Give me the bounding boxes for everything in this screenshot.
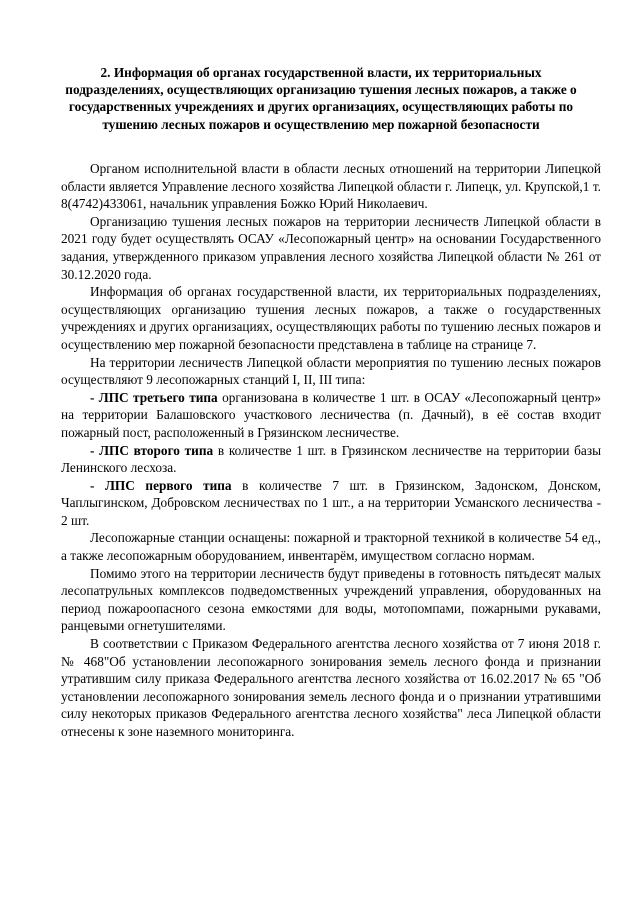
- paragraph-lps-type3: [61, 389, 601, 442]
- paragraph-patrol-complexes: Помимо этого на территории лесничеств будут приведены в готовность пятьдесят малых лесопатрульных комплексов подведомственных учреждений управления, оборудованных на период пожароопасного сезона емкостями для воды, мотопомпами, пожарными рукавами, ранцевыми огнетушителями.: [61, 565, 601, 634]
- paragraph-organization: Организацию тушения лесных пожаров на территории лесничеств Липецкой области в 2021 году будет осуществлять ОСАУ «Лесопожарный центр» на основании Государственного задания, утвержденного приказом управления лесного хозяйства Липецкой области № 261 от 30.12.2020 года.: [61, 213, 601, 282]
- lps-type2-text: в количестве 1 шт. в Грязинском лесничестве на территории базы Ленинского лесхоза.: [61, 442, 602, 476]
- lps-type1-text: в количестве 7 шт. в Грязинском, Задонском, Донском, Чаплыгинском, Добровском лесничествах по 1 шт., а на территории Усманского лесничества - 2 шт.: [61, 477, 602, 528]
- lps-type2-label: - ЛПС второго типа: [90, 442, 214, 458]
- lps-type1-label: - ЛПС первого типа: [90, 477, 232, 493]
- paragraph-stations-count: На территории лесничеств Липецкой области мероприятия по тушению лесных пожаров осуществляют 9 лесопожарных станций I, II, III типа:: [61, 354, 601, 388]
- lps-type3-text: организована в количестве 1 шт. в ОСАУ «Лесопожарный центр» на территории Балашовского участкового лесничества (п. Дачный), в её состав входит пожарный пост, расположенный в Грязинском лесничестве.: [61, 389, 601, 440]
- paragraph-info-reference: Информация об органах государственной власти, их территориальных подразделениях, осуществляющих организацию тушения лесных пожаров, а также о государственных учреждениях и других организациях, осуществляющих работы по тушению лесных пожаров и осуществлению мер пожарной безопасности представлена в таблице на странице 7.: [61, 284, 601, 352]
- paragraph-zoning-order: В соответствии с Приказом Федерального агентства лесного хозяйства от 7 июня 2018 г. № 468"Об установлении лесопожарного зонирования земель лесного фонда и признании утратившим силу приказа Федерального агентства лесного хозяйства от 16.02.2017 № 65 "Об установлении лесопожарного зонирования земель лесного фонда и о признании утратившими силу некоторых приказов Федерального агентства лесного хозяйства" леса Липецкой области отнесены к зоне наземного мониторинга.: [61, 636, 601, 739]
- section-heading: 2. Информация об органах государственной власти, их территориальных подразделениях, осуществляющих организацию тушения лесных пожаров, а также о государственных учреждениях и других организациях, осуществляющих работы по тушению лесных пожаров и осуществлению мер пожарной безопасности: [65, 65, 577, 132]
- document-body: [61, 160, 601, 741]
- paragraph-lps-type1: [61, 477, 601, 530]
- paragraph-lps-type2: [61, 442, 601, 477]
- lps-type3-label: - ЛПС третьего типа: [90, 389, 218, 405]
- paragraph-authority: Органом исполнительной власти в области лесных отношений на территории Липецкой области является Управление лесного хозяйства Липецкой области г. Липецк, ул. Крупской,1 т. 8(4742)433061, начальник управления Божко Юрий Николаевич.: [61, 161, 601, 212]
- paragraph-equipment: Лесопожарные станции оснащены: пожарной и тракторной техникой в количестве 54 ед., а также лесопожарным оборудованием, инвентарём, имуществом согласно нормам.: [61, 530, 601, 564]
